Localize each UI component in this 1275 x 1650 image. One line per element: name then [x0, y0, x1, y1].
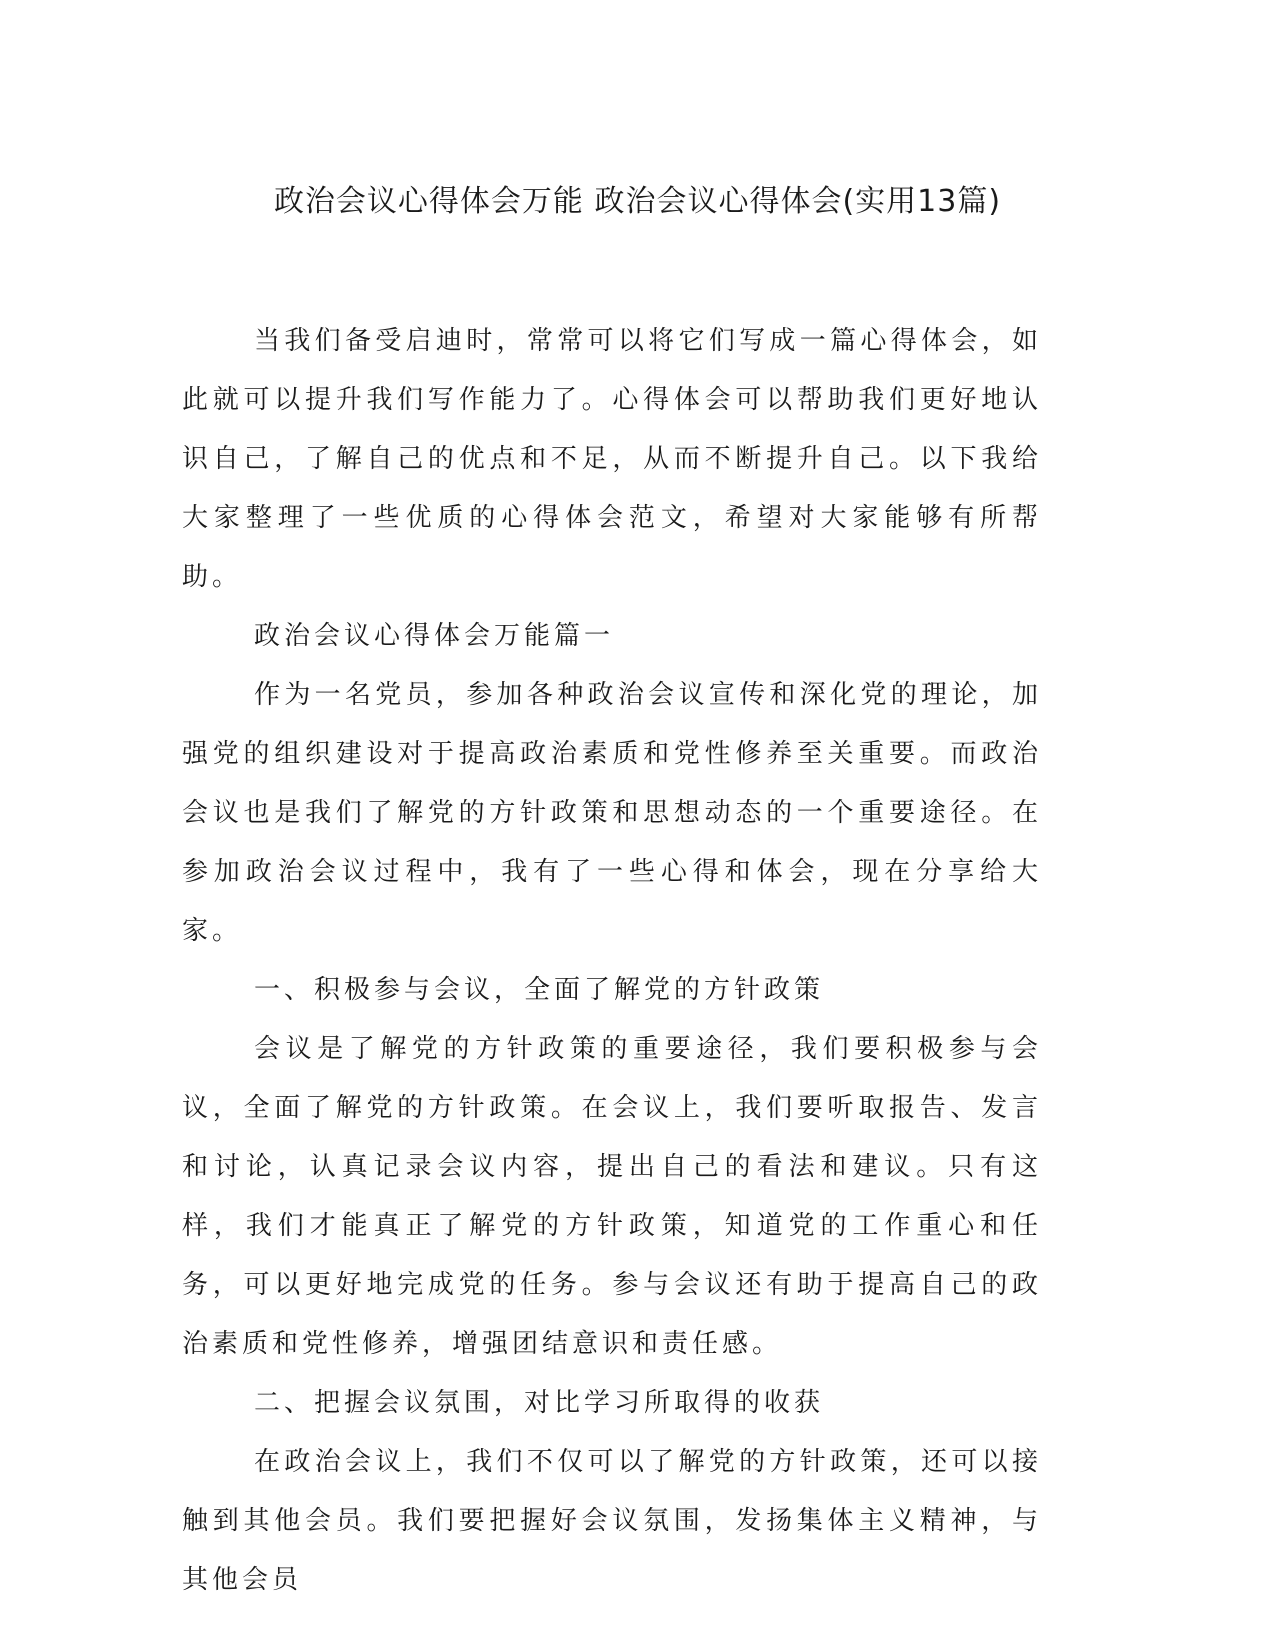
body-paragraph: 在政治会议上，我们不仅可以了解党的方针政策，还可以接触到其他会员。我们要把握好会议氛围，发扬集体主义精神，与其他会员	[182, 1447, 1042, 1595]
subheading-two: 二、把握会议氛围，对比学习所取得的收获	[254, 1388, 825, 1418]
document-title: 政治会议心得体会万能 政治会议心得体会(实用13篇)	[273, 184, 1002, 219]
document-body	[182, 312, 1042, 1610]
body-paragraph: 作为一名党员，参加各种政治会议宣传和深化党的理论，加强党的组织建设对于提高政治素质和党性修养至关重要。而政治会议也是我们了解党的方针政策和思想动态的一个重要途径。在参加政治会议过程中，我有了一些心得和体会，现在分享给大家。	[182, 680, 1042, 946]
subheading-one: 一、积极参与会议，全面了解党的方针政策	[254, 975, 825, 1005]
intro-paragraph: 当我们备受启迪时，常常可以将它们写成一篇心得体会，如此就可以提升我们写作能力了。心得体会可以帮助我们更好地认识自己，了解自己的优点和不足，从而不断提升自己。以下我给大家整理了一些优质的心得体会范文，希望对大家能够有所帮助。	[182, 326, 1042, 592]
body-paragraph: 会议是了解党的方针政策的重要途径，我们要积极参与会议，全面了解党的方针政策。在会议上，我们要听取报告、发言和讨论，认真记录会议内容，提出自己的看法和建议。只有这样，我们才能真正了解党的方针政策，知道党的工作重心和任务，可以更好地完成党的任务。参与会议还有助于提高自己的政治素质和党性修养，增强团结意识和责任感。	[182, 1034, 1042, 1359]
section-heading-part-one: 政治会议心得体会万能篇一	[254, 621, 615, 651]
